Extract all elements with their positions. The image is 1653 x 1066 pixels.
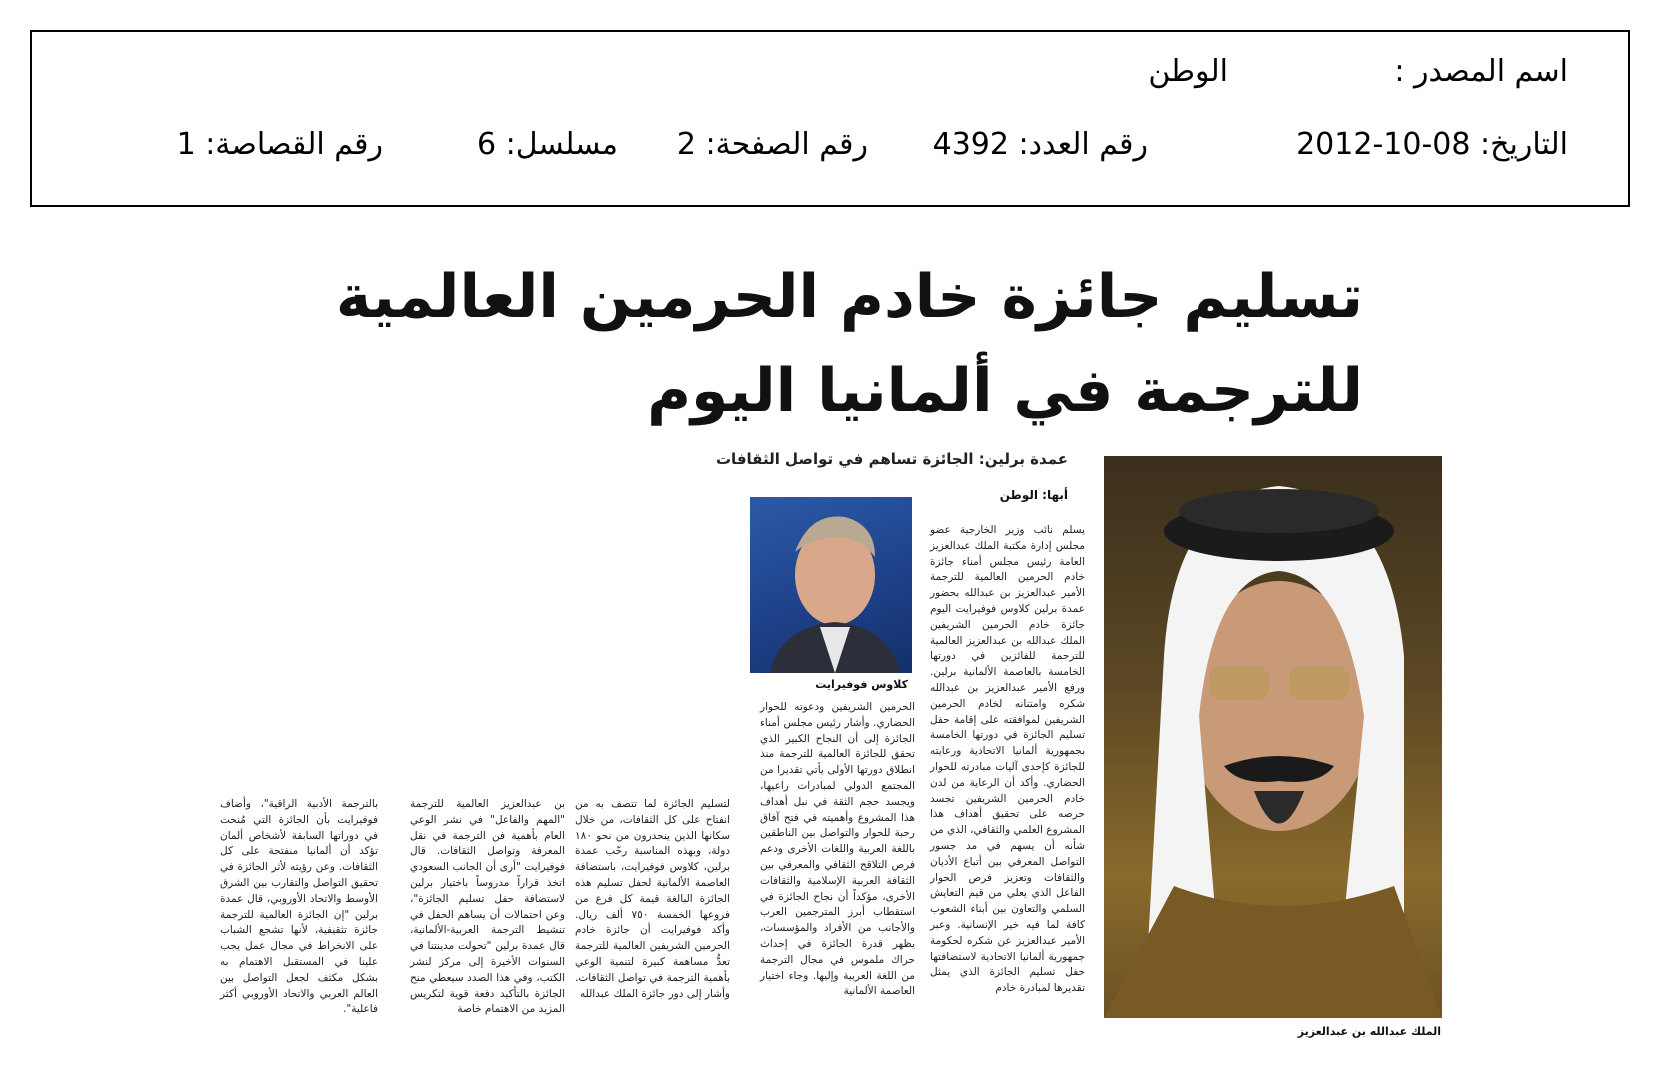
issue-number: رقم العدد: 4392 — [932, 127, 1148, 162]
clip-number: رقم القصاصة: 1 — [176, 127, 383, 162]
page-number: رقم الصفحة: 2 — [676, 127, 868, 162]
source-info-box — [30, 30, 1630, 207]
article-byline: أبها: الوطن — [999, 488, 1068, 502]
king-photo — [1104, 456, 1442, 1018]
serial-number: مسلسل: 6 — [477, 127, 618, 162]
article-column-3: لتسليم الجائزة لما تتصف به من انفتاح على كل الثقافات، من خلال سكانها الذين ينحدرون من نحو ١٨٠ دولة، وبهذه المناسبة رحّب عمدة برلين، كلاوس فوفيرايت، باستضافة العاصمة الألمانية لحفل تسليم هذه الجائزة البالغة قيمة كل فرع من فروعها الخمسة ٧٥٠ ألف ريال. وأكد فوفيرايت أن جائزة خادم الحرمين الشريفين العالمية للترجمة تعدُّ مساهمة كبيرة لتنمية الوعي بأهمية الترجمة في تواصل الثقافات. وأشار إلى دور جائزة الملك عبدالله — [575, 798, 730, 1000]
article-column-1: يسلم نائب وزير الخارجية عضو مجلس إدارة مكتبة الملك عبدالعزيز العامة رئيس مجلس أمناء جائزة خادم الحرمين العالمية للترجمة الأمير عبدالعزيز بن عبدالله بحضور عمدة برلين كلاوس فوفيرايت اليوم جائزة خادم الحرمين الشريفين الملك عبدالله بن عبدالعزيز العالمية للترجمة للفائزين في دورتها الخامسة بالعاصمة الألمانية برلين. ورفع الأمير عبدالعزيز بن عبدالله شكره وامتنانه لخادم الحرمين الشريفين لموافقته على إقامة حفل تسليم الجائزة في دورتها الخامسة بجمهورية ألمانيا الاتحادية ورعايته للجائزة كإحدى آليات مبادرته للحوار الحضاري. وأكد أن الرعاية من لدن خادم الحرمين الشريفين تجسد حرصه على تحقيق أهداف هذا المشروع العلمي والثقافي، الذي من شأنه أن يسهم في مد جسور التواصل المعرفي بين أتباع الأديان والثقافات وتعزيز فرص الحوار الفاعل الذي يعلي من قيم التعايش السلمي والتعاون بين أبناء الشعوب كافة لما فيه خير الإنسانية. وعبر الأمير عبدالعزيز عن شكره لحكومة جمهورية ألمانيا الاتحادية لاستضافتها حفل تسليم الجائزة الذي يمثل تقديرها لمبادرة خادم — [929, 524, 1085, 995]
king-portrait-illustration — [1104, 456, 1442, 1018]
source-value: الوطن — [1148, 54, 1228, 89]
article-column-4: بن عبدالعزيز العالمية للترجمة "المهم والفاعل" في نشر الوعي العام بأهمية فن الترجمة في نقل المعرفة وتواصل الثقافات. قال فوفيرايت "أرى أن الجانب السعودي اتخذ قراراً مدروساً باختيار برلين لاستضافة حفل تسليم الجائزة"، وعن احتمالات أن يساهم الحفل في تنشيط الترجمة العربية-الألمانية، قال عمدة برلين "تحولت مدينتنا في السنوات الأخيرة إلى مركز لنشر الكتب، وفي هذا الصدد سيعطي منح الجائزة بالتأكيد دفعة قوية لتكريس المزيد من الاهتمام خاصة — [410, 798, 565, 1016]
article-headline: تسليم جائزة خادم الحرمين العالمية للترجمة في ألمانيا اليوم — [335, 262, 1363, 426]
article-column-5: بالترجمة الأدبية الراقية"، وأضاف فوفيرايت بأن الجائزة التي مُنحت في دوراتها السابقة لأشخاص ألمان تؤكد أن ألمانيا منفتحة على كل الثقافات. وعن رؤيته لأثر الجائزة في تحقيق التواصل والتقارب بين الشرق الأوسط والاتحاد الأوروبي، قال عمدة برلين "إن الجائزة العالمية للترجمة جائزة تثقيفية، لأنها تشجع الشباب على الانخراط في مجال عمل يجب علينا في المستقبل الاهتمام به بشكل مكثف لجعل التواصل بين العالم العربي والاتحاد الأوروبي أكثر فاعلية". — [220, 798, 378, 1016]
mayor-portrait-illustration — [750, 497, 912, 673]
article-subheadline: عمدة برلين: الجائزة تساهم في تواصل الثقافات — [715, 450, 1068, 468]
date-field: التاريخ: 08-10-2012 — [1296, 127, 1568, 162]
mayor-photo-caption: كلاوس فوفيرايت — [815, 678, 908, 691]
king-photo-caption: الملك عبدالله بن عبدالعزيز — [1297, 1025, 1441, 1038]
mayor-photo — [750, 497, 912, 673]
source-label: اسم المصدر : — [1394, 54, 1568, 89]
article-column-2: الحرمين الشريفين ودعوته للحوار الحضاري. وأشار رئيس مجلس أمناء الجائزة إلى أن النجاح الكبير الذي تحقق للجائزة العالمية للترجمة منذ انطلاق دورتها الأولى يأتي تقديرا من المجتمع الدولي لمبادرات راعيها، ويجسد حجم الثقة في نبل أهداف هذا المشروع وأهميته في فتح آفاق رحبة للحوار والتواصل بين الناطقين باللغة العربية واللغات الأخرى ودعم فرص التلاقح الثقافي والمعرفي بين الثقافة العربية الإسلامية والثقافات الأخرى، مؤكداً أن نجاح الجائزة في استقطاب أبرز المترجمين العرب والأجانب من الأفراد والمؤسسات، يظهر قدرة الجائزة في إحداث حراك ملموس في مجال الترجمة من اللغة العربية وإليها. وجاء اختيار العاصمة الألمانية — [760, 701, 915, 998]
